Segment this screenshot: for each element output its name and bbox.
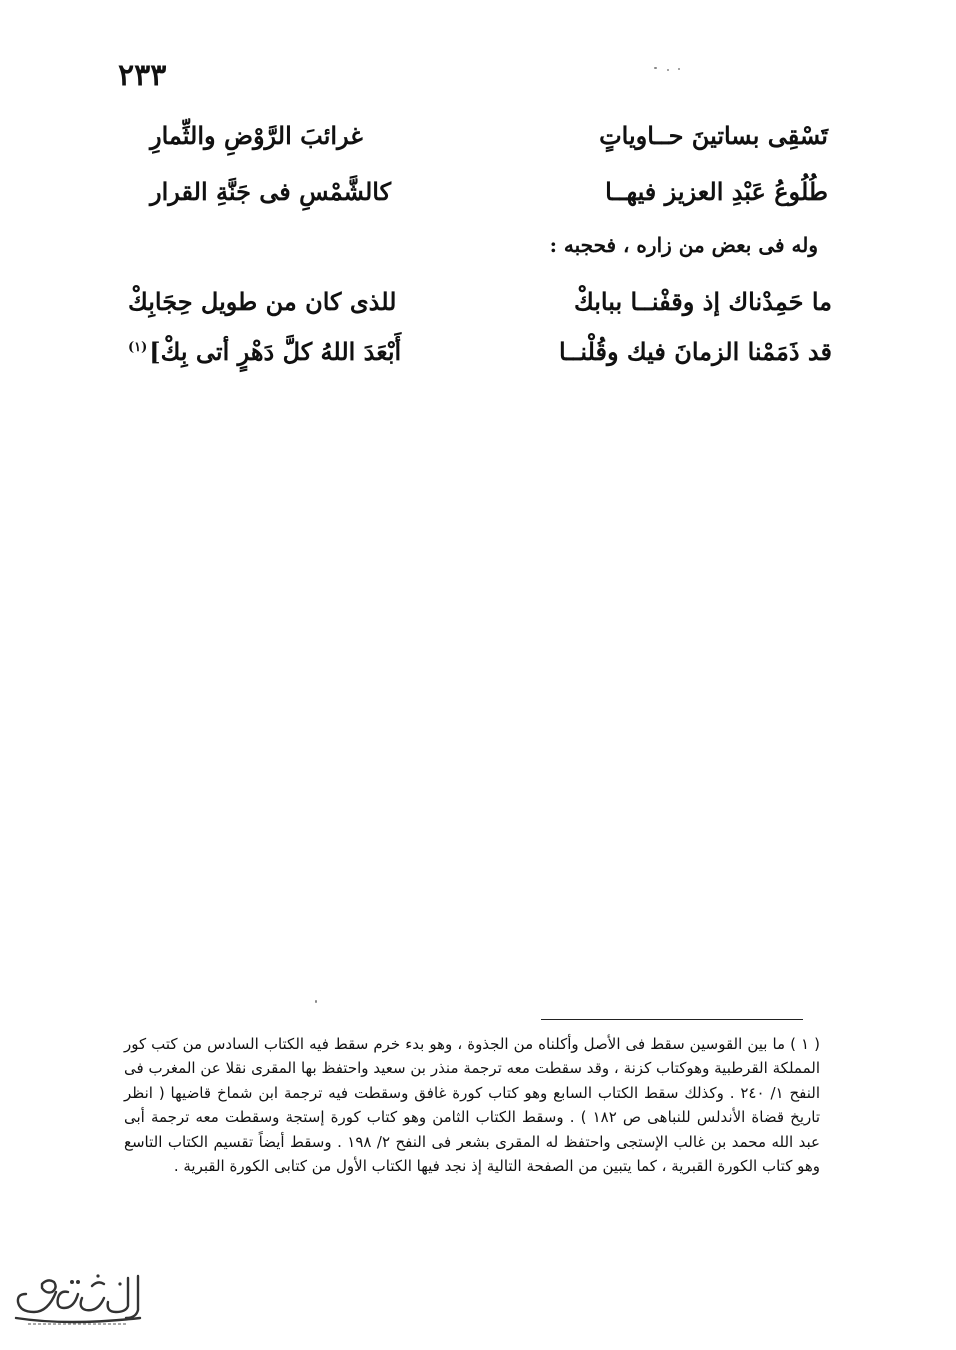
- intro-line: وله فى بعض من زاره ، فحجبه :: [549, 233, 818, 257]
- stamp-graphic: [8, 1268, 146, 1330]
- footnote: ( ١ ) ما بين القوسين سقط فى الأصل وأكلناه من الجذوة ، وهو بدء خرم سقط فيه الكتاب السادس من كتب كور المملكة القرطبية وهوكتاب كزنة ، وقد سقطت معه ترجمة منذر بن سعيد واحتفظ بها المقرى نقلا عن المغرب فى النفح ١/ ٢٤٠ . وكذلك سقط الكتاب السابع وهو كتاب كورة غافق وسقطت فيه ترجمة ابن شماخ قاضيها ( انظر تاريخ قضاة الأندلس للنباهى ص ١٨٢ ) . وسقط الكتاب الثامن وهو كتاب كورة إستجة وسقطت معه ترجمة أبى عبد الله محمد بن غالب الإستجى واحتفظ له المقرى بشعر فى النفح ٢/ ١٩٨ . وسقط أيضاً تقسيم الكتاب التاسع وهو كتاب الكورة القبرية ، كما يتبين من الصفحة التالية إذ نجد فيها الكتاب الأول من كتابى الكورة القبرية .: [124, 1035, 821, 1176]
- scan-speck: [667, 69, 669, 71]
- verse-hemistich-left: للذى كان من طويل حِجَابِكْ: [128, 287, 397, 316]
- scan-speck: [654, 67, 657, 69]
- scan-speck: [678, 68, 680, 70]
- verse-hemistich-right: تَسْقِى بساتينَ حــاوياتٍ: [599, 121, 828, 150]
- verse-hemistich-right: طُلُوعُ عَبْدِ العزيز فيهــا: [605, 177, 828, 206]
- verse-line: [128, 287, 832, 320]
- verse-hemistich-left: كالشَّمْسِ فى جَنَّةِ القرار: [150, 177, 392, 206]
- verse-hemistich-right: ما حَمِدْناك إذ وقفْنــا ببابكْ: [574, 287, 832, 316]
- verse-hemistich-left: غرائبَ الرَّوْضِ والثِّمارِ: [150, 121, 363, 150]
- footnote-separator: [541, 1019, 803, 1020]
- verse-line: [150, 177, 828, 210]
- scan-speck: [315, 1000, 317, 1003]
- page-number: ٢٣٣: [118, 58, 167, 93]
- footnote-marker: (١): [128, 340, 148, 355]
- verse-text: أَبْعَدَ اللهُ كلَّ دَهْرٍ أتى بِكْ]: [149, 337, 402, 366]
- library-stamp-logo: [8, 1268, 146, 1330]
- verse-hemistich-right: قد ذَمَمْنا الزمانَ فيك وقُلْنــا: [558, 337, 832, 366]
- verse-line: [150, 121, 828, 154]
- verse-hemistich-left: [128, 337, 402, 366]
- verse-line: [128, 337, 832, 370]
